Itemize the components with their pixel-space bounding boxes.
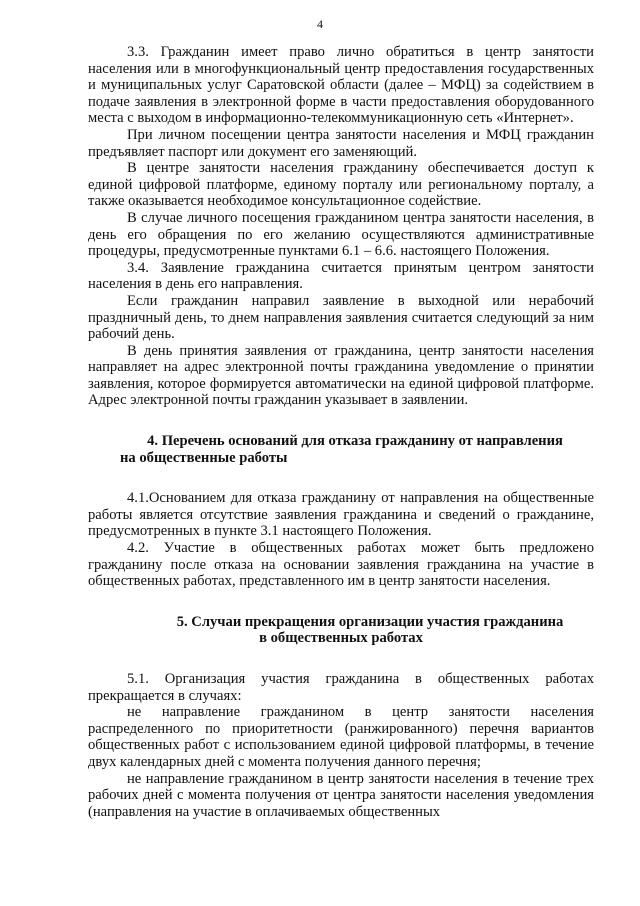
section-4-heading-line1: 4. Перечень оснований для отказа гражданину от направления	[147, 433, 563, 450]
section-5-heading-line2: в общественных работах	[259, 630, 423, 647]
paragraph-personal-visit: В случае личного посещения гражданином центра занятости населения, в день его обращения по его желанию осуществляются административные процедуры, предусмотренные пунктами 6.1 – 6.6. настоящего Положения.	[88, 209, 594, 260]
paragraph-5-1-case-1: не направление гражданином в центр занятости населения распределенного по приоритетности (ранжированного) перечня вариантов общественных работ с использованием единой цифровой платформы, в течение двух календарных дней с момента получения данного перечня;	[88, 704, 594, 770]
paragraph-4-2: 4.2. Участие в общественных работах может быть предложено гражданину после отказа на основании заявления гражданина на участие в общественных работах, представленного им в центр занятости населения.	[88, 540, 594, 590]
section-4-heading-line2: на общественные работы	[120, 449, 288, 466]
paragraph-passport: При личном посещении центра занятости населения и МФЦ гражданин предъявляет паспорт или документ его заменяющий.	[88, 126, 594, 160]
paragraph-5-1: 5.1. Организация участия гражданина в общественных работах прекращается в случаях:	[88, 671, 594, 704]
paragraph-access: В центре занятости населения гражданину обеспечивается доступ к единой цифровой платформе, единому порталу или региональному порталу, а также оказывается необходимое консультационное содействие.	[88, 160, 594, 210]
document-body	[88, 44, 594, 820]
page-number: 4	[317, 17, 323, 31]
paragraph-5-1-case-2: не направление гражданином в центр занятости населения в течение трех рабочих дней с момента получения от центра занятости населения уведомления (направления на участие в оплачиваемых общественных	[88, 770, 594, 820]
paragraph-3-3: 3.3. Гражданин имеет право лично обратиться в центр занятости населения или в многофункциональный центр предоставления государственных и муниципальных услуг Саратовской области (далее – МФЦ) за содействием в подаче заявления в электронной форме в части предоставления оборудованного места с выходом в информационно-телекоммуникационную сеть «Интернет».	[88, 44, 594, 127]
paragraph-3-4: 3.4. Заявление гражданина считается принятым центром занятости населения в день его направления.	[88, 259, 594, 293]
paragraph-holiday: Если гражданин направил заявление в выходной или нерабочий праздничный день, то днем направления заявления считается следующий за ним рабочий день.	[88, 292, 594, 343]
section-5-heading-line1: 5. Случаи прекращения организации участия гражданина	[176, 613, 564, 630]
paragraph-4-1: 4.1.Основанием для отказа гражданину от направления на общественные работы является отсутствие заявления гражданина и сведений о гражданине, предусмотренных в пункте 3.1 настоящего Положения.	[88, 490, 594, 540]
paragraph-notification: В день принятия заявления от гражданина, центр занятости населения направляет на адрес электронной почты гражданина уведомление о принятии заявления, которое формируется автоматически на единой цифровой платформе. Адрес электронной почты гражданин указывает в заявлении.	[88, 342, 594, 409]
